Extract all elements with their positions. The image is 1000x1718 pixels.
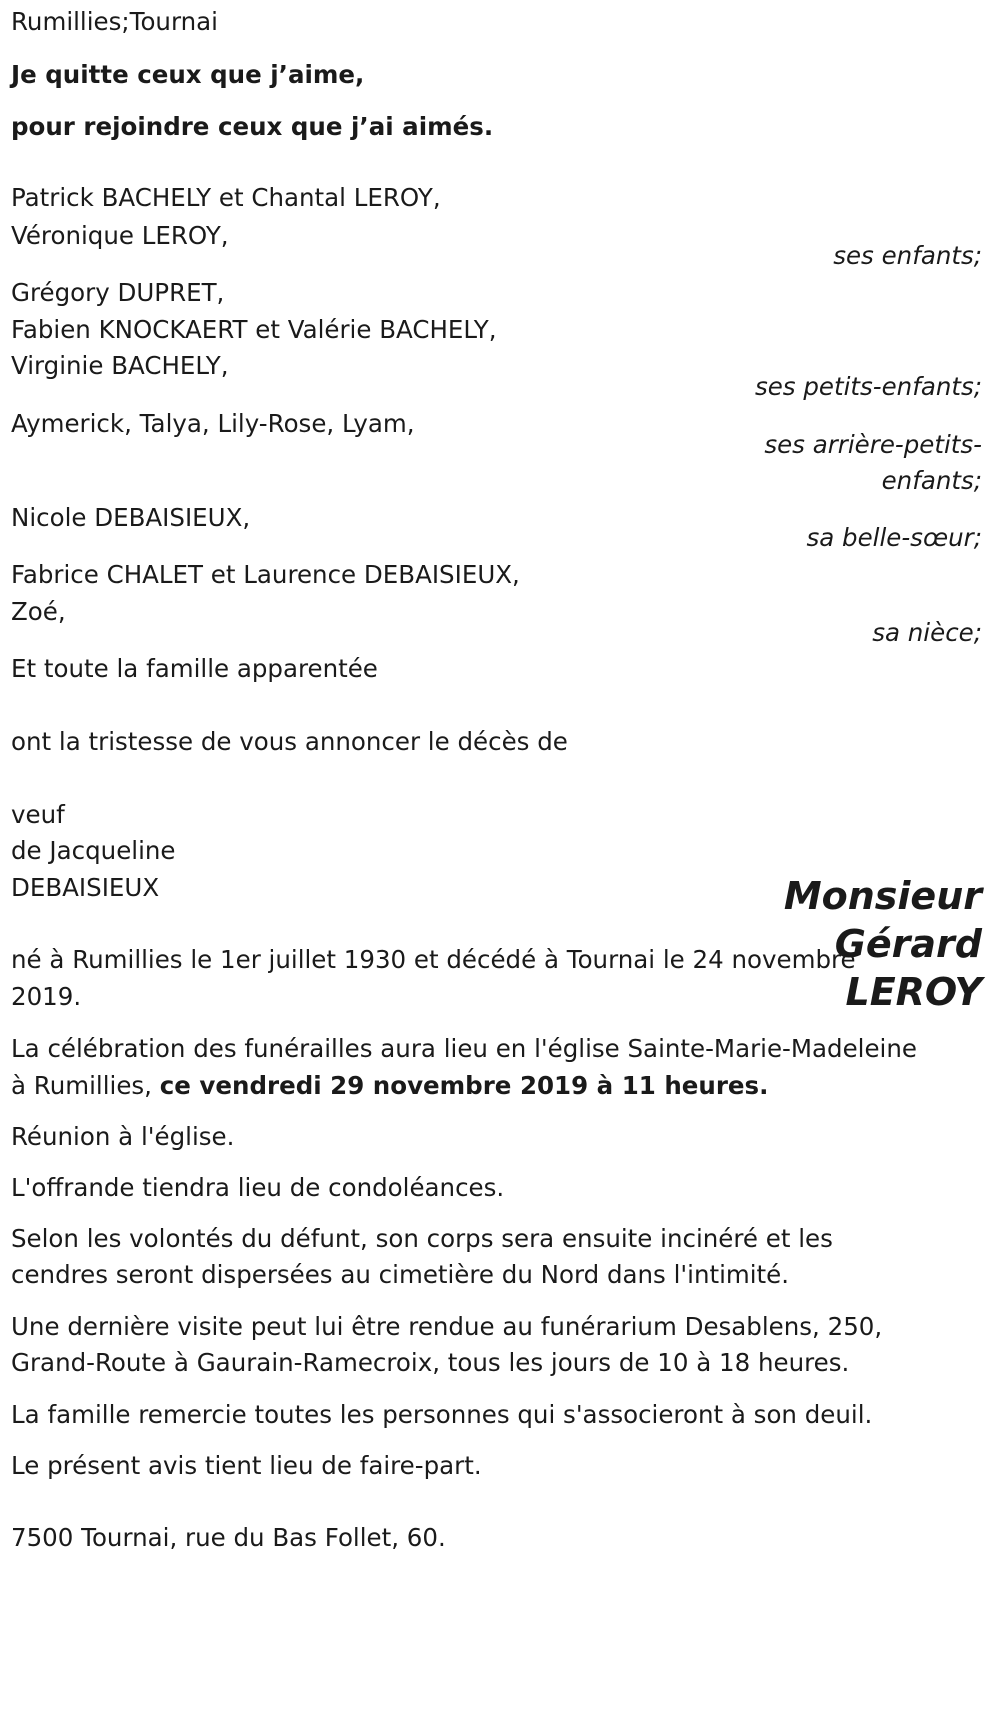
niece-name-2: Zoé,: [11, 597, 66, 626]
deceased-status-2: de Jacqueline: [11, 836, 176, 865]
children-name-1: Patrick BACHELY et Chantal LEROY,: [11, 183, 441, 212]
sister-in-law-name: Nicole DEBAISIEUX,: [11, 503, 251, 532]
grandchildren-relation: ses petits-enfants;: [754, 372, 982, 401]
grandchildren-name-2: Fabien KNOCKAERT et Valérie BACHELY,: [11, 315, 497, 344]
deceased-last-name: LEROY: [845, 970, 982, 1014]
address-text: 7500 Tournai, rue du Bas Follet, 60.: [11, 1523, 446, 1552]
niece-name-1: Fabrice CHALET et Laurence DEBAISIEUX,: [11, 560, 520, 589]
thanks-text: La famille remercie toutes les personnes qui s'associeront à son deuil.: [11, 1400, 873, 1429]
announcement-text: ont la tristesse de vous annoncer le décès de: [11, 727, 568, 756]
quote-line-1: Je quitte ceux que j’aime,: [11, 60, 365, 89]
sister-in-law-relation: sa belle-sœur;: [806, 523, 982, 552]
deceased-first-name: Gérard: [834, 922, 982, 966]
deceased-status-3: DEBAISIEUX: [11, 873, 160, 902]
ceremony-line-2: [11, 1066, 768, 1106]
children-relation: ses enfants;: [833, 241, 982, 270]
grandchildren-name-3: Virginie BACHELY,: [11, 351, 229, 380]
great-grandchildren-relation-1: ses arrière-petits-: [764, 430, 982, 459]
family-rest: Et toute la famille apparentée: [11, 654, 378, 683]
notice-text: Le présent avis tient lieu de faire-part.: [11, 1451, 482, 1480]
children-name-2: Véronique LEROY,: [11, 221, 229, 250]
birth-death-line-2: 2019.: [11, 982, 82, 1011]
deceased-status-1: veuf: [11, 800, 65, 829]
birth-death-line-1: né à Rumillies le 1er juillet 1930 et décédé à Tournai le 24 novembre: [11, 945, 856, 974]
cremation-line-2: cendres seront dispersées au cimetière du Nord dans l'intimité.: [11, 1260, 790, 1289]
location-header: Rumillies;Tournai: [11, 7, 218, 36]
grandchildren-name-1: Grégory DUPRET,: [11, 278, 225, 307]
offering-text: L'offrande tiendra lieu de condoléances.: [11, 1173, 505, 1202]
visit-line-1: Une dernière visite peut lui être rendue au funérarium Desablens, 250,: [11, 1312, 883, 1341]
quote-line-2: pour rejoindre ceux que j’ai aimés.: [11, 112, 494, 141]
ceremony-date: ce vendredi 29 novembre 2019 à 11 heures.: [159, 1071, 769, 1100]
visit-line-2: Grand-Route à Gaurain-Ramecroix, tous les jours de 10 à 18 heures.: [11, 1348, 850, 1377]
great-grandchildren-names: Aymerick, Talya, Lily-Rose, Lyam,: [11, 409, 415, 438]
great-grandchildren-relation-2: enfants;: [881, 466, 982, 495]
ceremony-place: à Rumillies,: [11, 1071, 160, 1100]
meeting-text: Réunion à l'église.: [11, 1122, 235, 1151]
cremation-line-1: Selon les volontés du défunt, son corps sera ensuite incinéré et les: [11, 1224, 833, 1253]
niece-relation: sa nièce;: [872, 618, 982, 647]
ceremony-line-1: La célébration des funérailles aura lieu en l'église Sainte-Marie-Madeleine: [11, 1034, 917, 1063]
deceased-title: Monsieur: [783, 874, 982, 918]
